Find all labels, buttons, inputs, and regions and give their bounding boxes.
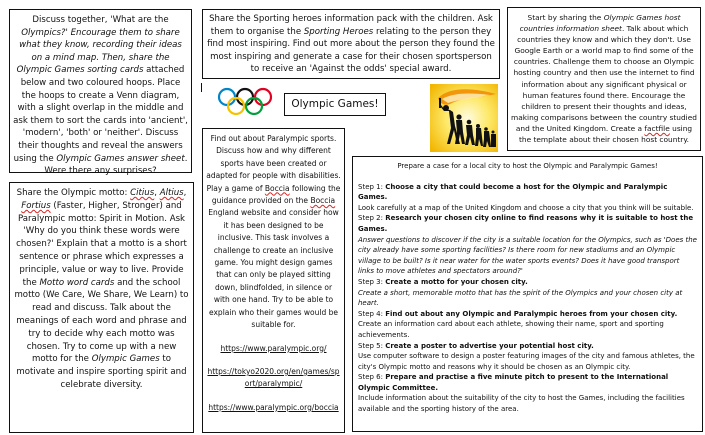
step-body: Create an information card about each athlete, showing their name, sport and sporting achievements. [358,320,664,339]
paralympic-card [202,128,345,433]
motto-sep-2: , [183,188,187,198]
sporting-heroes-card [202,9,500,79]
step-body: Use computer software to design a poster featuring images of the city and famous athletes, the city's Olympic motto and reasons why it should be chosen as an Olympic city. [358,352,695,371]
motto-olympic-games-ref: Olympic Games [91,354,160,365]
host-info-sheet-ref: Olympic Games host countries information sheet [519,13,681,34]
motto-text-6: to motivate and inspire sporting spirit and celebrate diversity. [16,354,187,390]
motto-fortius: Fortius [21,200,51,211]
step-label: Step 5: [358,341,386,350]
step-label: Step 4: [358,309,386,318]
sorting-cards-ref: Olympic Games sorting cards [16,65,144,76]
host-countries-card [507,7,701,151]
answer-sheet-ref: Olympic Games answer sheet [56,153,185,164]
host-city-heading: Prepare a case for a local city to host the Olympic and Paralympic Games! [397,162,658,170]
heroes-ref: Sporting Heroes [303,26,374,37]
step-title: Prepare and practise a five minute pitch to present to the International Olympic Committee. [358,373,669,392]
step-1 [358,182,697,214]
sporting-heroes-text [206,13,496,76]
step-title: Create a motto for your chosen city. [385,277,528,286]
motto-card [9,182,194,433]
heroes-text-3: relating to the person they find most inspiring. Find out more about the person they found the most inspiring and generate a case for their chosen sportsperson to receive an 'Against the odds' special award. [207,26,495,75]
motto-citius: Citius [130,188,155,198]
step-3 [358,277,697,309]
paralympic-link[interactable]: https://www.paralympic.org/ [220,343,327,353]
intro-text-4: attached below and two coloured hoops. Place the hoops to create a Venn diagram, with a slight overlap in the middle and ask them to sort the cards into 'ancient', 'modern', 'both' or 'neither'. Discuss their thoughts and reveal the answers using the [13,65,188,164]
step-body: Look carefully at a map of the United Kingdom and choose a city that you think will be suitable. [358,203,694,212]
page-title: Olympic Games! [284,93,386,116]
host-text-3: . Talk about which countries they know and which they don't. Use Google Earth or a world map to find some of the countries. Challenge them to choose an Olympic hosting country and then use the internet to find information about any significant physical or human features found there. Encourage the children to present their thoughts and ideas, making comparisons between the country studied and the United Kingdom. Create a [511,24,697,133]
step-body: Include information about the suitability of the city to host the Games, including the facilities available and the sporting history of the area. [358,394,685,414]
paralympic-text-3: England website and consider how it has been designed to be inclusive. This task involves a challenge to create an inclusive game. You might design games that can only be played sitting down, blindfolded, in silence or with one hand. Try to be able to explain who their games would be suitable for. [208,208,339,330]
step-4 [358,309,697,341]
intro-text-1: Discuss together, 'What are the [32,15,169,25]
step-title: Research your chosen city online to find reasons why it is suitable to host the Games. [358,214,694,233]
step-label: Step 1: [358,182,386,191]
motto-text [13,187,190,392]
step-body: Create a short, memorable motto that has the spirit of the Olympics and your chosen city at heart. [358,288,683,308]
motto-text-1: Share the Olympic motto: [16,188,131,198]
boccia-word-1: Boccia [264,183,290,193]
intro-text-2: Olympics?' Encourage them to share what they know, recording their ideas on a mind map. Then, share the [19,27,182,63]
motto-text-4: and the school motto (We Care, We Share, We Learn) to read and discuss. Talk about the meanings of each word and phrase and try to decide why each motto was chosen. Try to come up with a new motto for the [14,277,189,365]
step-title: Create a poster to advertise your potential host city. [385,341,594,350]
boccia-link[interactable]: https://www.paralympic.org/boccia [208,402,339,412]
step-label: Step 6: [358,373,386,382]
olympic-rings-icon [217,86,273,118]
text-cursor [201,83,202,92]
intro-text-6: . Were there any surprises? [44,153,188,177]
step-body: Answer questions to discover if the city is a suitable location for the Olympics, such as 'Does the city already have some sporting facilities? Is there room for new stadiums and an Olympic village to be built? Is it near water for the water sports events? Does it have good transport links to move athletes and spectators around?' [358,235,697,276]
motto-word-cards-ref: Motto word cards [39,277,115,288]
step-2 [358,213,697,277]
boccia-word-2: Boccia [310,196,336,206]
factfile-word: factfile [644,123,670,133]
torch-relay-image [430,84,498,152]
step-5 [358,341,697,373]
host-city-card [352,156,703,432]
host-text-4: using the template about their chosen host country. [519,123,693,145]
motto-sep-1: , [154,188,160,198]
motto-text-2: (Faster, Higher, Stronger) and Paralympic motto: Spirit in Motion. Ask 'Why do you think these words were chosen?' Explain that a motto is a short sentence or phrase which expresses a principle, value or way to live. Provide the [16,200,187,288]
host-countries-text [511,12,697,145]
step-label: Step 2: [358,214,386,223]
paralympic-text-1: Find out about Paralympic sports. Discuss how and why different sports have been created or adapted for people with disabilities. Play a game of [206,134,341,193]
tokyo2020-link[interactable]: https://tokyo2020.org/en/games/sport/paralympic/ [207,366,340,389]
heroes-text-1: Share the Sporting heroes information pack with the children. Ask them to organise the [209,14,493,37]
motto-altius: Altius [159,188,184,198]
step-label: Step 3: [358,277,386,286]
host-text-1: Start by sharing the [527,13,604,22]
paralympic-text-2: following the guidance provided on the [211,183,341,206]
olympics-intro-text [13,14,188,178]
step-title: Find out about any Olympic and Paralympic heroes from your chosen city. [385,309,678,318]
paralympic-text [206,133,341,332]
step-title: Choose a city that could become a host for the Olympic and Paralympic Games. [358,182,668,202]
olympics-intro-card [9,9,192,177]
step-6 [358,372,697,414]
